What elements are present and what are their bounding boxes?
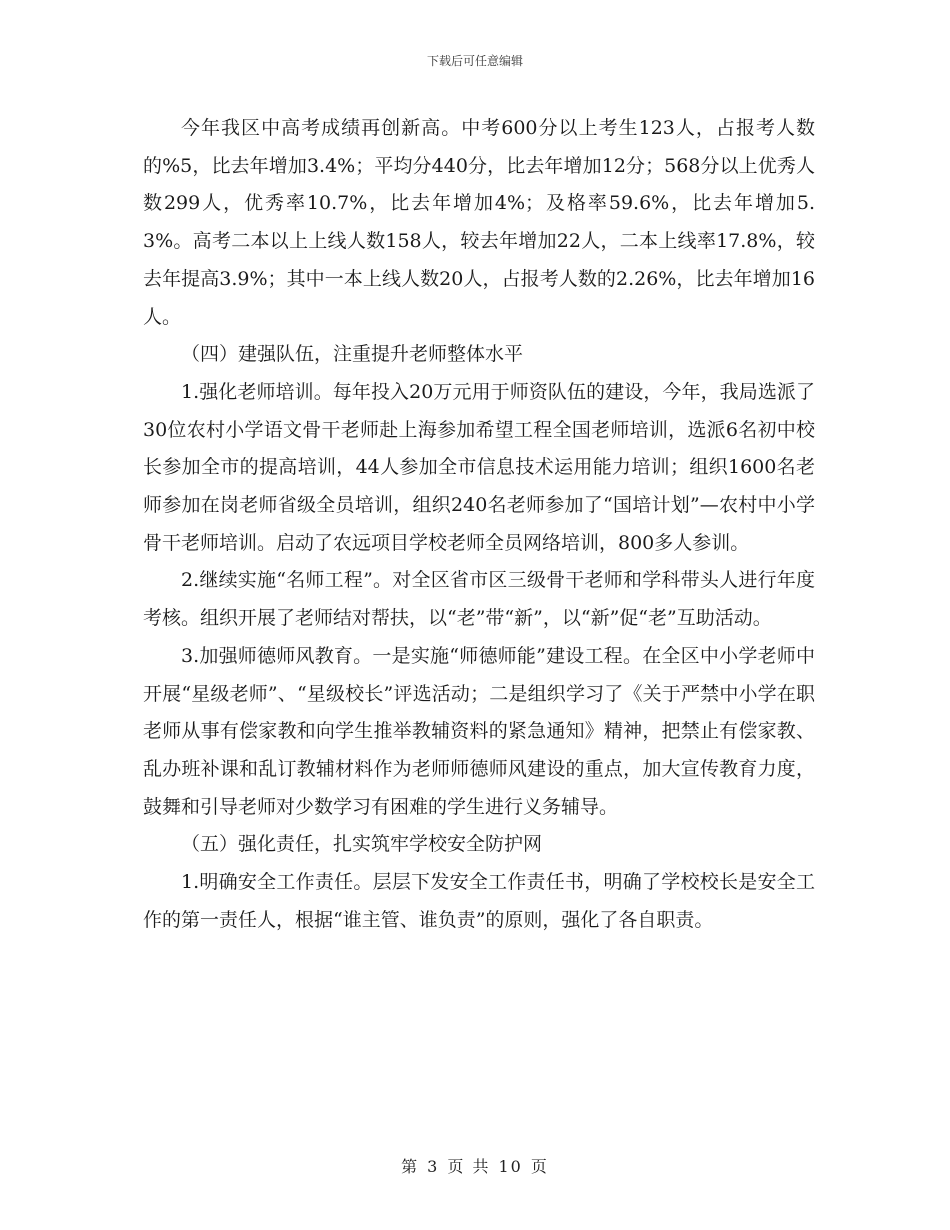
footer-prefix: 第 <box>401 1157 420 1176</box>
paragraph-teacher-training: 1.强化老师培训。每年投入20万元用于师资队伍的建设，今年，我局选派了30位农村小学语文骨干老师赴上海参加希望工程全国老师培训，选派6名初中校长参加全市的提高培训，44人参加全市信息技术运用能力培训；组织1600名老师参加在岗老师省级全员培训，组织240名老师参加了“国培计划”—农村中小学骨干老师培训。启动了农远项目学校老师全员网络培训，800多人参训。 <box>143 380 815 554</box>
footer-current-page: 3 <box>427 1157 440 1176</box>
page-header-note: 下载后可任意编辑 <box>426 54 523 68</box>
paragraph-safety-responsibility: 1.明确安全工作责任。层层下发安全工作责任书，明确了学校校长是安全工作的第一责任人，根据“谁主管、谁负责”的原则，强化了各自职责。 <box>143 871 815 931</box>
footer-suffix: 页 <box>530 1157 549 1176</box>
footer-mid: 页 共 <box>447 1157 491 1176</box>
section-heading-4: （四）建强队伍，注重提升老师整体水平 <box>181 343 524 366</box>
section-heading-5: （五）强化责任，扎实筑牢学校安全防护网 <box>181 833 543 856</box>
document-body <box>143 110 815 939</box>
paragraph-famous-teacher-project: 2.继续实施“名师工程”。对全区省市区三级骨干老师和学科带头人进行年度考核。组织开展了老师结对帮扶，以“老”带“新”，以“新”促“老”互助活动。 <box>143 569 815 630</box>
footer-total-pages: 10 <box>498 1157 523 1176</box>
page-footer <box>0 1154 950 1177</box>
paragraph-teacher-ethics: 3.加强师德师风教育。一是实施“师德师能”建设工程。在全区中小学老师中开展“星级老师”、“星级校长”评选活动；二是组织学习了《关于严禁中小学在职老师从事有偿家教和向学生推举教辅资料的紧急通知》精神，把禁止有偿家教、乱办班补课和乱订教辅材料作为老师师德师风建设的重点，加大宣传教育力度，鼓舞和引导老师对少数学习有困难的学生进行义务辅导。 <box>143 644 815 818</box>
paragraph-exam-results: 今年我区中高考成绩再创新高。中考600分以上考生123人，占报考人数的%5，比去年增加3.4%；平均分440分，比去年增加12分；568分以上优秀人数299人，优秀率10.7%，比去年增加4%；及格率59.6%，比去年增加5.3%。高考二本以上上线人数158人，较去年增加22人，二本上线率17.8%，较去年提高3.9%；其中一本上线人数20人，占报考人数的2.26%，比去年增加16人。 <box>143 117 815 328</box>
